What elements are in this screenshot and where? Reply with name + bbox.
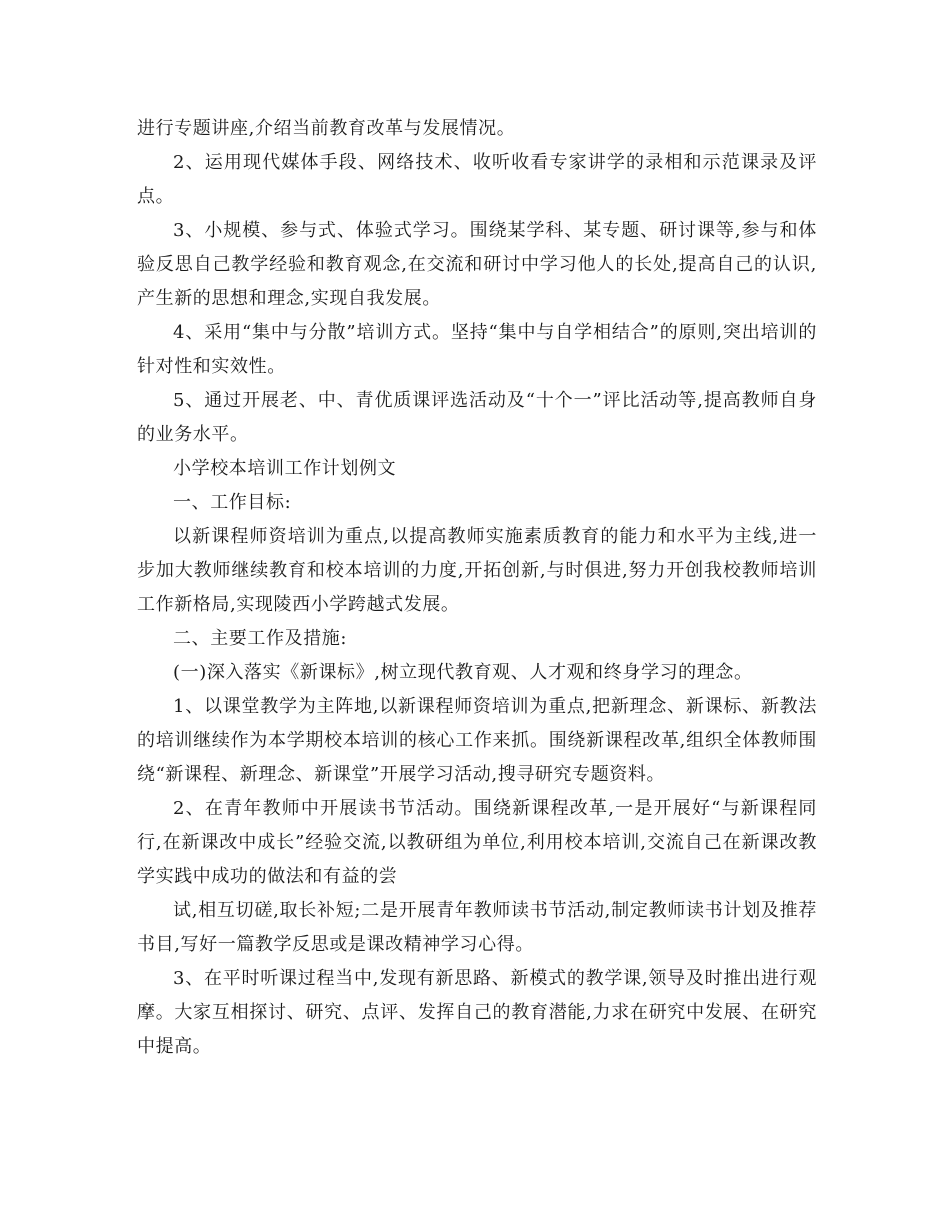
paragraph-work-goals: 以新课程师资培训为重点,以提高教师实施素质教育的能力和水平为主线,进一步加大教师继续教育和校本培训的力度,开拓创新,与时俱进,努力开创我校教师培训工作新格局,实现陵西小学跨越式发展。 xyxy=(137,526,817,615)
paragraph-lecture-intro: 进行专题讲座,介绍当前教育改革与发展情况。 xyxy=(137,118,516,139)
subheading-new-curriculum: (一)深入落实《新课标》,树立现代教育观、人才观和终身学习的理念。 xyxy=(173,662,753,683)
paragraph-item-5-evaluation: 5、通过开展老、中、青优质课评选活动及“十个一”评比活动等,提高教师自身的业务水平。 xyxy=(137,390,817,445)
paragraph-reading-continued: 试,相互切磋,取长补短;二是开展青年教师读书节活动,制定教师读书计划及推荐书目,写好一篇教学反思或是课改精神学习心得。 xyxy=(137,900,817,955)
heading-main-work: 二、主要工作及措施: xyxy=(173,628,348,649)
paragraph-item-2-media: 2、运用现代媒体手段、网络技术、收听收看专家讲学的录相和示范课录及评点。 xyxy=(137,152,817,207)
paragraph-classroom-teaching: 1、以课堂教学为主阵地,以新课程师资培训为重点,把新理念、新课标、新教法的培训继续作为本学期校本培训的核心工作来抓。围绕新课程改革,组织全体教师围绕“新课程、新理念、新课堂”开展学习活动,搜寻研究专题资料。 xyxy=(137,696,817,785)
paragraph-item-4-training-mode: 4、采用“集中与分散”培训方式。坚持“集中与自学相结合”的原则,突出培训的针对性和实效性。 xyxy=(137,322,817,377)
paragraph-lesson-observation: 3、在平时听课过程当中,发现有新思路、新模式的教学课,领导及时推出进行观摩。大家互相探讨、研究、点评、发挥自己的教育潜能,力求在研究中发展、在研究中提高。 xyxy=(137,968,817,1057)
document-body xyxy=(137,112,817,1064)
paragraph-item-3-small-scale: 3、小规模、参与式、体验式学习。围绕某学科、某专题、研讨课等,参与和体验反思自己教学经验和教育观念,在交流和研讨中学习他人的长处,提高自己的认识,产生新的思想和理念,实现自我发展。 xyxy=(137,220,817,309)
paragraph-reading-festival: 2、在青年教师中开展读书节活动。围绕新课程改革,一是开展好“与新课程同行,在新课改中成长”经验交流,以教研组为单位,利用校本培训,交流自己在新课改教学实践中成功的做法和有益的尝 xyxy=(137,798,817,887)
document-section-title: 小学校本培训工作计划例文 xyxy=(173,458,397,479)
heading-work-goals: 一、工作目标: xyxy=(173,492,292,513)
